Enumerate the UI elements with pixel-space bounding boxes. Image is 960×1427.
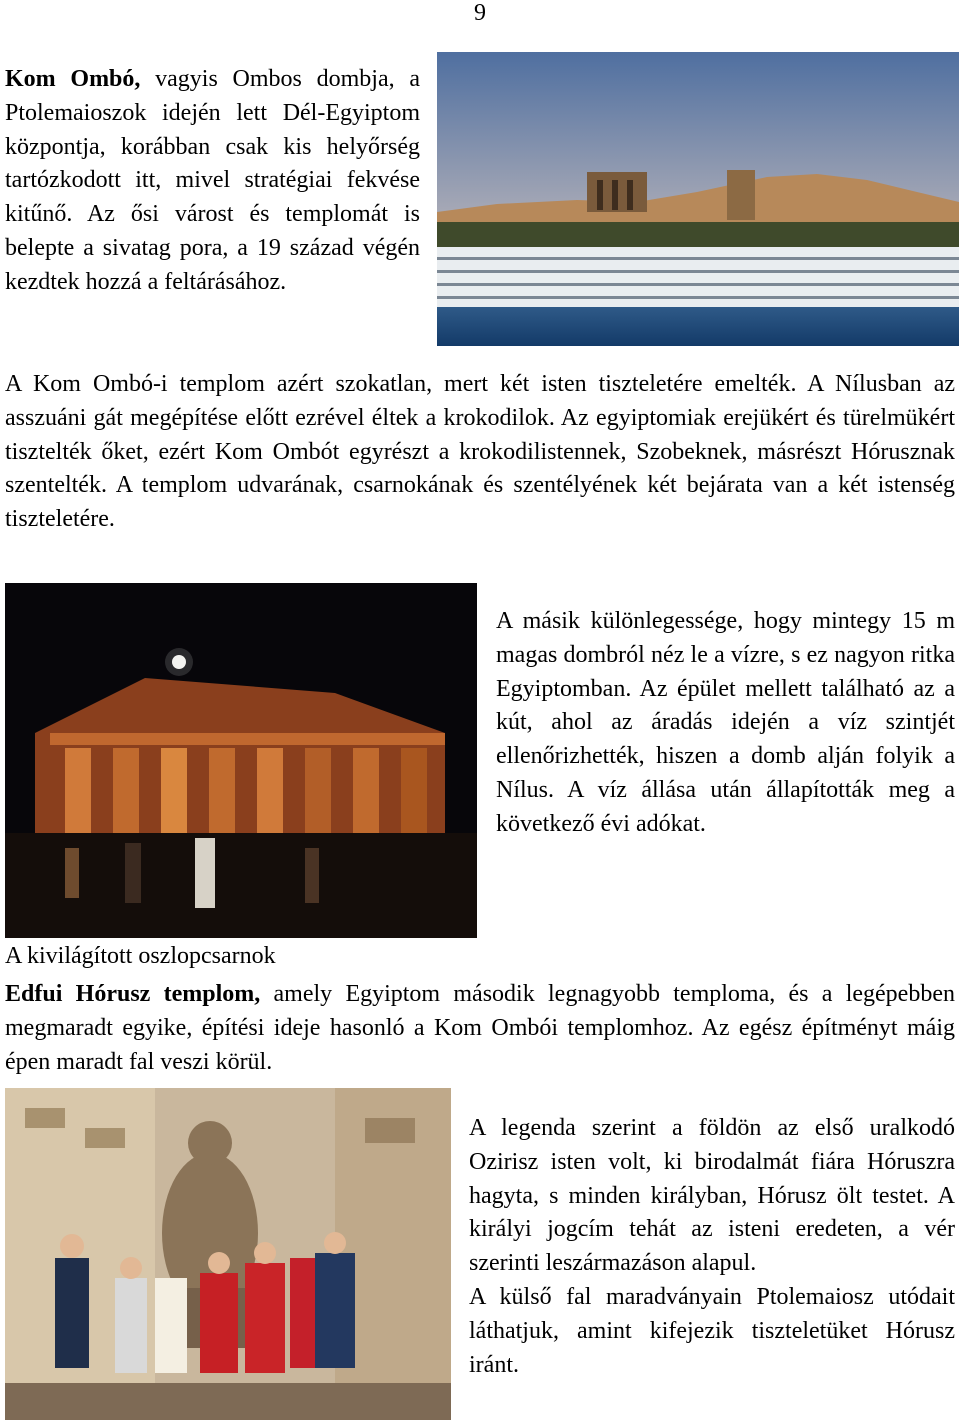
kom-ombo-intro-text: vagyis Ombos dombja, a Ptolemaioszok idején lett Dél-Egyiptom központja, korábban csak kis helyőrség tartózkodott itt, mivel stratégiai fekvése kitűnő. Az ősi várost és templomát is belepte a sivatag pora, a 19 század végén kezdtek hozzá a feltárásához. [5, 66, 420, 295]
legend-paragraph: A legenda szerint a földön az első uralkodó Ozirisz isten volt, ki birodalmát fiára Hóruszra hagyta, s minden királyban, Hórusz ölt testet. A királyi jogcím tehát az isteni eredeten, a vér szerinti leszármazáson alapul. [469, 1115, 955, 1277]
kom-ombo-intro [5, 63, 420, 300]
photo-caption: A kivilágított oszlopcsarnok [5, 943, 276, 969]
kom-ombo-paragraph: A Kom Ombó-i templom azért szokatlan, mert két isten tiszteletére emelték. A Nílusban az asszuáni gát megépítése előtt ezrével éltek a krokodilok. Az egyiptomiak erejükért és türelmükért tisztelték őket, ezért Kom Ombót egyrészt a krokodilistennek, Szobeknek, másrészt Hórusznak szentelték. A templom udvarának, csarnokának és szentélyének két bejárata van a két istenség tiszteletére. [5, 371, 955, 533]
legend-column [469, 1112, 955, 1382]
kom-ombo-title: Kom Ombó, [5, 66, 141, 92]
illuminated-colonnade-photo [5, 583, 477, 938]
outer-wall-paragraph: A külső fal maradványain Ptolemaiosz utódait láthatjuk, amint kifejezik tiszteletüket Hórusz iránt. [469, 1283, 955, 1378]
horus-falcon-group-photo [5, 1088, 451, 1420]
edfu-text: amely Egyiptom második legnagyobb temploma, és a legépebben megmaradt egyike, építési ideje hasonló a Kom Ombói templomhoz. Az egész építményt máig épen maradt fal veszi körül. [5, 981, 955, 1075]
kom-ombo-nile-photo [437, 52, 959, 346]
edfu-title: Edfui Hórusz templom, [5, 981, 261, 1007]
kom-ombo-hill-paragraph: A másik különlegessége, hogy mintegy 15 m magas dombról néz le a vízre, s ez nagyon ritka Egyiptomban. Az épület mellett található az a kút, ahol az áradás idején a víz szintjét ellenőrizhették, hiszen a domb alján folyik a Nílus. A víz állása után állapították meg a következő évi adókat. [496, 608, 955, 837]
edfu-paragraph [5, 978, 955, 1079]
page-number: 9 [474, 0, 486, 26]
